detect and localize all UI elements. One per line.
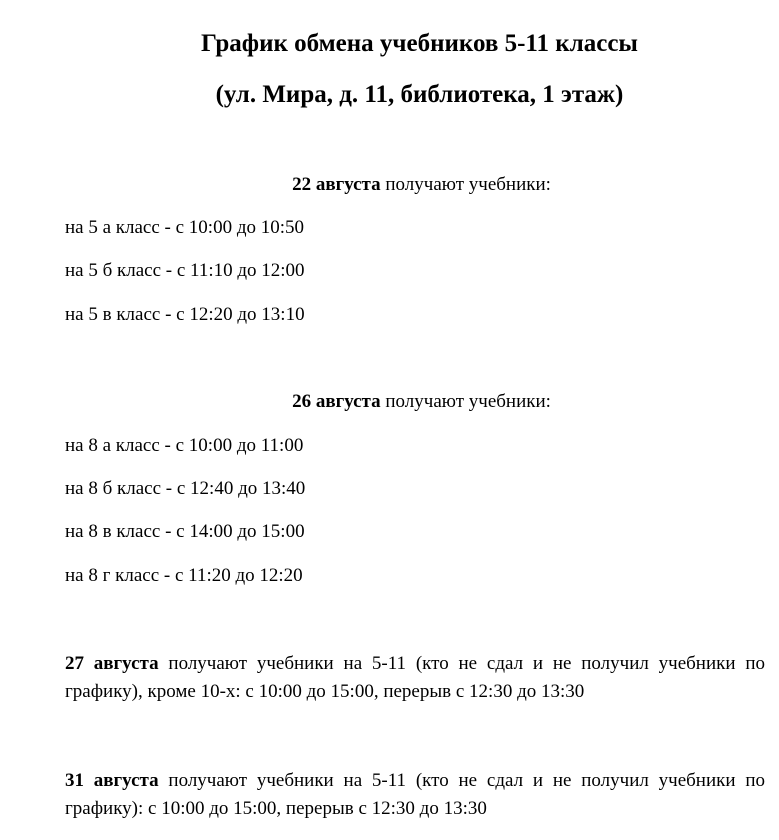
schedule-slot: на 5 а класс - с 10:00 до 10:50	[65, 217, 305, 238]
note-31-august	[65, 767, 765, 823]
section-date: 22 августа	[292, 174, 381, 195]
schedule-slot: на 8 б класс - с 12:40 до 13:40	[65, 478, 306, 499]
note-text: получают учебники на 5-11 (кто не сдал и не получил учебники по графику): с 10:00 до 15:00, перерыв с 12:30 до 13:30	[65, 770, 765, 819]
schedule-slot: на 8 а класс - с 10:00 до 11:00	[65, 435, 304, 456]
schedule-slot: на 5 б класс - с 11:10 до 12:00	[65, 260, 305, 281]
note-date: 27 августа	[65, 653, 159, 674]
section-heading-text: получают учебники:	[380, 174, 551, 195]
section-heading-26-august	[0, 390, 779, 414]
schedule-slot: на 8 г класс - с 11:20 до 12:20	[65, 565, 303, 586]
schedule-slot: на 8 в класс - с 14:00 до 15:00	[65, 521, 305, 542]
section-heading-22-august	[0, 173, 779, 197]
note-text: получают учебники на 5-11 (кто не сдал и не получил учебники по графику), кроме 10-х: с 10:00 до 15:00, перерыв с 12:30 до 13:30	[65, 653, 765, 702]
page-subtitle-address: (ул. Мира, д. 11, библиотека, 1 этаж)	[215, 81, 624, 108]
section-date: 26 августа	[292, 391, 381, 412]
note-date: 31 августа	[65, 770, 159, 791]
schedule-slot: на 5 в класс - с 12:20 до 13:10	[65, 304, 305, 325]
note-27-august	[65, 650, 765, 706]
section-heading-text: получают учебники:	[380, 391, 551, 412]
page-title: График обмена учебников 5-11 классы	[201, 30, 638, 57]
